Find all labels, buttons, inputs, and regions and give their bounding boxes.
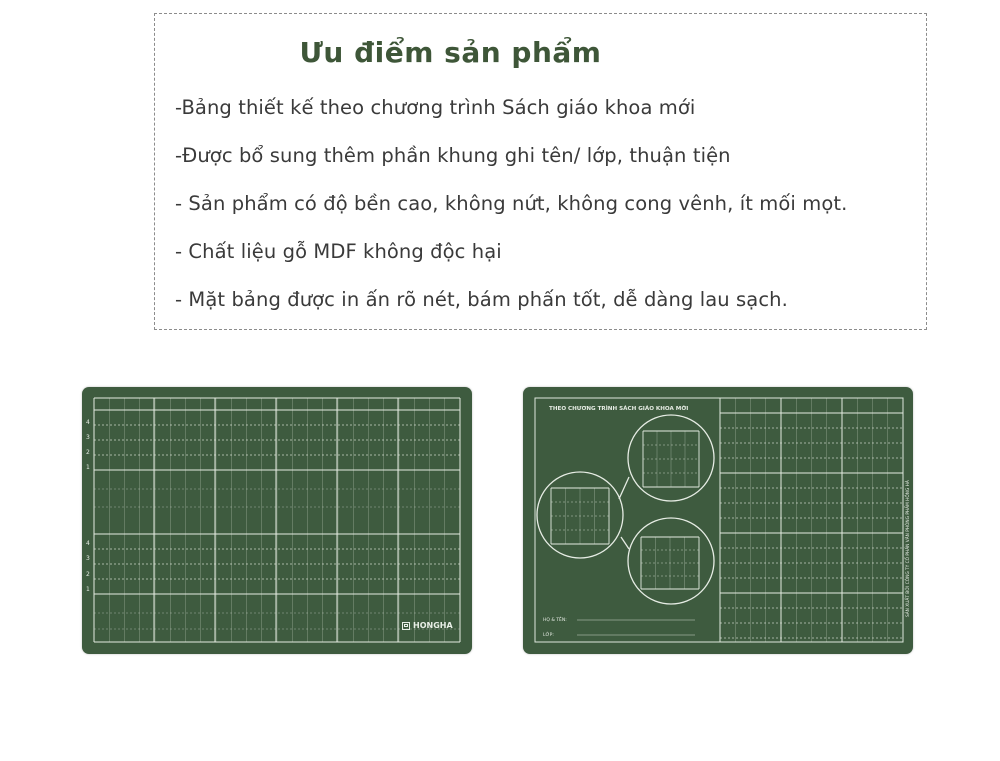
brand-logo: [402, 621, 453, 630]
feature-item: -Bảng thiết kế theo chương trình Sách giáo khoa mới: [175, 96, 696, 119]
board-right-face: [523, 387, 913, 654]
row-number: 3: [86, 555, 90, 562]
class-label: LỚP:: [543, 633, 554, 638]
feature-item: - Chất liệu gỗ MDF không độc hại: [175, 240, 502, 263]
brand-name: HONGHA: [413, 621, 453, 630]
name-label: HỌ & TÊN:: [543, 618, 567, 623]
row-number: 2: [86, 571, 90, 578]
row-number: 1: [86, 586, 90, 593]
board-heading: THEO CHƯƠNG TRÌNH SÁCH GIÁO KHOA MỚI: [549, 406, 689, 412]
row-number: 3: [86, 434, 90, 441]
row-number: 2: [86, 449, 90, 456]
feature-item: - Mặt bảng được in ấn rõ nét, bám phấn tốt, dễ dàng lau sạch.: [175, 288, 788, 311]
advantages-box: [154, 13, 927, 330]
advantages-title: Ưu điểm sản phẩm: [299, 36, 602, 69]
board-writing-side: [523, 387, 913, 654]
board-grid-side: [82, 387, 472, 654]
row-number: 4: [86, 540, 90, 547]
brand-mark-icon: [402, 622, 410, 630]
row-number: 1: [86, 464, 90, 471]
row-number: 4: [86, 419, 90, 426]
board-left-grid: [82, 387, 472, 654]
feature-item: -Được bổ sung thêm phần khung ghi tên/ lớp, thuận tiện: [175, 144, 731, 167]
manufacturer-text: SẢN XUẤT BỞI CÔNG TY CỔ PHẦN VĂN PHÒNG PHẨM HỒNG HÀ: [906, 480, 911, 617]
feature-item: - Sản phẩm có độ bền cao, không nứt, không cong vênh, ít mối mọt.: [175, 192, 848, 215]
